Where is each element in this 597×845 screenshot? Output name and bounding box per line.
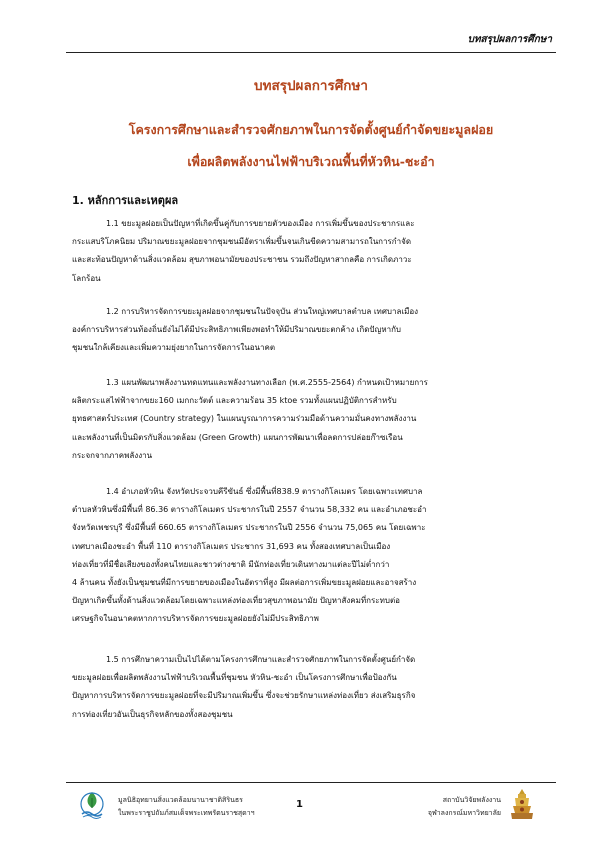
- footer-rule: [66, 782, 556, 783]
- paragraph-line: และสะท้อนปัญหาด้านสิ่งแวดล้อม สุขภาพอนามัยของประชาชน รวมถึงปัญหาสากลคือ การเกิดภาวะ: [72, 255, 412, 265]
- paragraph-line: 1.3 แผนพัฒนาพลังงานทดแทนและพลังงานทางเลือก (พ.ศ.2555-2564) กำหนดเป้าหมายการ: [106, 378, 428, 387]
- paragraph-1-3: [72, 374, 556, 465]
- paragraph-1-4: [72, 483, 556, 629]
- footer-organization-patronage: ในพระราชูปถัมภ์สมเด็จพระเทพรัตนราชสุดาฯ: [118, 809, 255, 817]
- paragraph-line: จังหวัดเพชรบุรี ซึ่งมีพื้นที่ 660.65 ตารางกิโลเมตร ประชากรในปี 2556 จำนวน 75,065 คน โดยเฉพาะ: [72, 523, 426, 533]
- paragraph-line: กระแสบริโภคนิยม ปริมาณขยะมูลฝอยจากชุมชนมีอัตราเพิ่มขึ้นจนเกินขีดความสามารถในการกำจัด: [72, 237, 412, 247]
- paragraph-line: การท่องเที่ยวอันเป็นธุรกิจหลักของทั้งสองชุมชน: [72, 709, 233, 719]
- paragraph-1-2: [72, 303, 556, 358]
- header-rule: [66, 52, 556, 53]
- section-heading: 1. หลักการและเหตุผล: [72, 194, 179, 207]
- footer-university-name: จุฬาลงกรณ์มหาวิทยาลัย: [427, 809, 501, 817]
- paragraph-line: ชุมชนใกล้เคียงและเพิ่มความยุ่งยากในการจัดการในอนาคต: [72, 343, 276, 353]
- footer-institute-name: สถาบันวิจัยพลังงาน: [442, 796, 501, 804]
- paragraph-line: โลกร้อน: [72, 273, 101, 283]
- paragraph-line: ท่องเที่ยวที่มีชื่อเสียงของทั้งคนไทยและชาวต่างชาติ มีนักท่องเที่ยวเดินทางมาแต่ละปีไม่ต่ำกว่า: [72, 559, 390, 569]
- project-title-line-1: โครงการศึกษาและสำรวจศักยภาพในการจัดตั้งศูนย์กำจัดขยะมูลฝอย: [128, 122, 494, 137]
- paragraph-1-1: [72, 215, 556, 288]
- paragraph-line: 4 ล้านคน ทั้งยังเป็นชุมชนที่มีการขยายของเมืองในอัตราที่สูง มีผลต่อการเพิ่มขยะมูลฝอยและอาจสร้าง: [72, 577, 417, 587]
- paragraph-line: ขยะมูลฝอยเพื่อผลิตพลังงานไฟฟ้าบริเวณพื้นที่ชุมชน หัวหิน-ชะอำ เป็นโครงการศึกษาเพื่อป้องกัน: [72, 673, 397, 683]
- running-header: บทสรุปผลการศึกษา: [467, 34, 552, 45]
- footer-organization-name: มูลนิธิอุทยานสิ่งแวดล้อมนานาชาติสิรินธร: [118, 796, 243, 804]
- paragraph-line: 1.4 อำเภอหัวหิน จังหวัดประจวบคีรีขันธ์ ซึ่งมีพื้นที่838.9 ตารางกิโลเมตร โดยเฉพาะเทศบาล: [106, 487, 423, 496]
- paragraph-line: 1.5 การศึกษาความเป็นไปได้ตามโครงการศึกษาและสำรวจศักยภาพในการจัดตั้งศูนย์กำจัด: [106, 655, 416, 664]
- paragraph-line: ปัญหาการบริหารจัดการขยะมูลฝอยที่จะมีปริมาณเพิ่มขึ้น ซึ่งจะช่วยรักษาแหล่งท่องเที่ยว ส่งเสริมธุรกิจ: [72, 691, 416, 701]
- paragraph-line: ตำบลหัวหินซึ่งมีพื้นที่ 86.36 ตารางกิโลเมตร ประชากรในปี 2557 จำนวน 58,332 คน และอำเภอชะอำ: [72, 505, 427, 515]
- paragraph-1-5: [72, 651, 556, 724]
- paragraph-line: กระจกจากภาคพลังงาน: [72, 450, 153, 460]
- project-title-line-2: เพื่อผลิตพลังงานไฟฟ้าบริเวณพื้นที่หัวหิน-ชะอำ: [187, 154, 435, 169]
- foundation-logo-icon: [78, 790, 106, 820]
- paragraph-line: ยุทธศาสตร์ประเทศ (Country strategy) ในแผนบูรณาการความร่วมมือด้านความมั่นคงทางพลังงาน: [72, 414, 417, 424]
- page-title: บทสรุปผลการศึกษา: [254, 78, 368, 94]
- paragraph-line: ปัญหาเกิดขึ้นทั้งด้านสิ่งแวดล้อมโดยเฉพาะแหล่งท่องเที่ยวสุขภาพอนามัย ปัญหาสังคมที่กระทบต่อ: [72, 596, 400, 606]
- paragraph-line: 1.2 การบริหารจัดการขยะมูลฝอยจากชุมชนในปัจจุบัน ส่วนใหญ่เทศบาลตำบล เทศบาลเมือง: [106, 307, 419, 316]
- paragraph-line: เทศบาลเมืองชะอำ พื้นที่ 110 ตารางกิโลเมตร ประชากร 31,693 คน ทั้งสองเทศบาลเป็นเมือง: [72, 541, 391, 551]
- paragraph-line: 1.1 ขยะมูลฝอยเป็นปัญหาที่เกิดขึ้นคู่กับการขยายตัวของเมือง การเพิ่มขึ้นของประชากรและ: [106, 219, 415, 228]
- paragraph-line: และพลังงานที่เป็นมิตรกับสิ่งแวดล้อม (Green Growth) แผนการพัฒนาเพื่อลดการปล่อยก๊าซเรือน: [72, 432, 403, 442]
- paragraph-line: เศรษฐกิจในอนาคตหากการบริหารจัดการขยะมูลฝอยยังไม่มีประสิทธิภาพ: [72, 614, 319, 624]
- paragraph-line: องค์การบริหารส่วนท้องถิ่นยังไม่ได้มีประสิทธิภาพเพียงพอทำให้มีปริมาณขยะตกค้าง เกิดปัญหากับ: [72, 325, 402, 335]
- page-number: 1: [296, 799, 303, 810]
- university-crest-icon: [508, 788, 536, 822]
- paragraph-line: ผลิตกระแสไฟฟ้าจากขยะ160 เมกกะวัตต์ และความร้อน 35 ktoe รวมทั้งแผนปฏิบัติการสำหรับ: [72, 396, 397, 406]
